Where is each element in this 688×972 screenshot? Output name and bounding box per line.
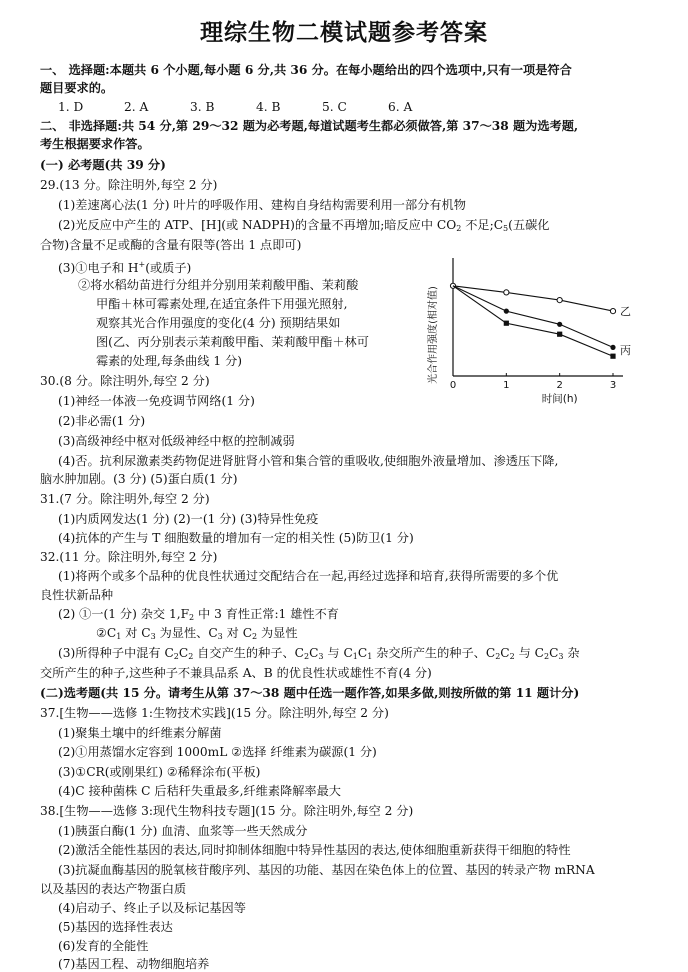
part2-heading-cont: 考生根据要求作答。: [40, 137, 150, 151]
x-axis-label: 时间(h): [541, 393, 578, 405]
choice-answers: [58, 99, 454, 115]
q29-answer-3-line: 霉素的处理,每条曲线 1 分): [96, 354, 243, 368]
data-point: [557, 332, 562, 337]
q29-answer-2: (2)光反应中产生的 ATP、[H](或 NADPH)的含量不再增加;暗反应中 $CO_2$ 不足$;C_5$(五碳化: [58, 218, 550, 233]
q29-answer-3: (3)①电子和 H+(或质子): [58, 260, 192, 276]
required-section-heading: (一) 必考题(共 39 分): [40, 158, 166, 172]
q32-answer-1-cont: 良性状新品种: [40, 588, 114, 602]
data-point: [610, 309, 615, 314]
series-label: 丙: [620, 344, 631, 358]
choice-answer: 1. D: [58, 100, 84, 114]
q37-answer-4: (4)C 接种菌株 C 后秸秆失重最多,纤维素降解率最大: [58, 784, 341, 798]
q38-heading: 38.[生物——选修 3:现代生物科技专题](15 分。除注明外,每空 2 分): [40, 804, 414, 818]
x-tick-label: 3: [609, 380, 617, 391]
q38-answer-7: (7)基因工程、动物细胞培养: [58, 957, 210, 971]
x-tick-label: 1: [503, 380, 510, 391]
data-point: [610, 354, 615, 359]
q30-answer-4: (4)否。抗利尿激素类药物促进肾脏肾小管和集合管的重吸收,使细胞外液量增加、渗透压下降,: [58, 454, 559, 468]
part2-heading: 二、 非选择题:共 54 分,第 29～32 题为必考题,每道试题考生都必须做答,第 37～38 题为选考题,: [40, 119, 579, 133]
q37-heading: 37.[生物——选修 1:生物技术实践](15 分。除注明外,每空 2 分): [40, 706, 389, 720]
choice-answer: 3. B: [190, 100, 215, 114]
q31-heading: 31.(7 分。除注明外,每空 2 分): [40, 492, 210, 506]
q38-answer-6: (6)发育的全能性: [58, 939, 149, 953]
q38-answer-4: (4)启动子、终止子以及标记基因等: [58, 901, 246, 915]
q38-answer-1: (1)胰蛋白酶(1 分) 血清、血浆等一些天然成分: [58, 824, 308, 838]
q29-answer-3-line: 图(乙、丙分别表示茉莉酸甲酯、茉莉酸甲酯＋林可: [96, 335, 369, 349]
q32-heading: 32.(11 分。除注明外,每空 2 分): [40, 550, 218, 564]
q38-answer-5: (5)基因的选择性表达: [58, 920, 173, 934]
series-line-2: [453, 286, 613, 348]
q29-answer-3-line: 甲酯＋林可霉素处理,在适宜条件下用强光照射,: [96, 297, 348, 311]
q38-answer-3: (3)抗凝血酶基因的脱氧核苷酸序列、基因的功能、基因在染色体上的位置、基因的转录产物 mRNA: [58, 863, 595, 877]
q31-answer-1: (1)内质网发达(1 分) (2)一(1 分) (3)特异性免疫: [58, 512, 319, 526]
elective-section-heading: (二)选考题(共 15 分。请考生从第 37～38 题中任选一题作答,如果多做,则按所做的第 11 题计分): [40, 686, 580, 700]
q38-answer-3-cont: 以及基因的表达产物蛋白质: [40, 882, 187, 896]
x-tick-label: 0: [449, 380, 457, 391]
q30-answer-1: (1)神经一体液一免疫调节网络(1 分): [58, 394, 255, 408]
data-point: [504, 321, 509, 326]
series-label: 乙: [620, 305, 631, 319]
y-axis-label: 光合作用强度(相对值): [428, 286, 439, 384]
choice-answer: 6. A: [388, 100, 413, 114]
data-point: [557, 298, 562, 303]
q37-answer-2: (2)①用蒸馏水定容到 1000mL ②选择 纤维素为碳源(1 分): [58, 745, 377, 759]
q29-answer-1: (1)差速离心法(1 分) 叶片的呼吸作用、建构自身结构需要利用一部分有机物: [58, 198, 466, 212]
series-line-1: [453, 286, 613, 311]
q32-answer-2: (2) ①一(1 分) 杂交 $1,F_2$ 中 3 育性正常:1 雄性不育: [58, 607, 339, 622]
q32-answer-3-cont: 交所产生的种子,这些种子不兼具品系 A、B 的优良性状或雄性不育(4 分): [40, 666, 432, 680]
data-point: [504, 309, 509, 314]
part1-heading-cont: 题目要求的。: [40, 81, 114, 95]
choice-answer: 2. A: [124, 100, 149, 114]
q30-heading: 30.(8 分。除注明外,每空 2 分): [40, 374, 210, 388]
q29-answer-2-cont: 合物)含量不足或酶的含量有限等(答出 1 点即可): [40, 238, 302, 252]
q30-answer-2: (2)非必需(1 分): [58, 414, 146, 428]
q32-answer-2-part2: $②C_1$ 对 $C_3$ 为显性、$C_3$ 对 $C_2$ 为显性: [96, 626, 298, 641]
q30-answer-3: (3)高级神经中枢对低级神经中枢的控制减弱: [58, 434, 295, 448]
q29-answer-3-line: 观察其光合作用强度的变化(4 分) 预期结果如: [96, 316, 341, 330]
page-title: 理综生物二模试题参考答案: [200, 19, 488, 46]
part1-heading: 一、 选择题:本题共 6 个小题,每小题 6 分,共 36 分。在每小题给出的四个选项中,只有一项是符合: [40, 63, 572, 77]
q37-answer-1: (1)聚集土壤中的纤维素分解菌: [58, 726, 222, 740]
choice-answer: 4. B: [256, 100, 281, 114]
q37-answer-3: (3)①CR(或刚果红) ②稀释涂布(平板): [58, 765, 261, 779]
x-tick-label: 2: [556, 380, 563, 391]
q32-answer-3: (3)所得种子中混有 $C_2C_2$ 自交产生的种子、$C_2C_3$ 与 $C_1C_1$ 杂交所产生的种子、$C_2C_2$ 与 $C_2C_3$ 杂: [58, 646, 580, 661]
photosynthesis-line-chart: [420, 256, 670, 406]
data-point: [610, 345, 615, 350]
choice-answer: 5. C: [322, 100, 347, 114]
data-point: [504, 290, 509, 295]
q29-answer-3-line: ②将水稻幼苗进行分组并分别用茉莉酸甲酯、茉莉酸: [78, 278, 359, 292]
q30-answer-4-cont: 脑水肿加剧。(3 分) (5)蛋白质(1 分): [40, 472, 238, 486]
q31-answer-2: (4)抗体的产生与 T 细胞数量的增加有一定的相关性 (5)防卫(1 分): [58, 531, 414, 545]
q38-answer-2: (2)激活全能性基因的表达,同时抑制体细胞中特异性基因的表达,使体细胞重新获得干细胞的特性: [58, 843, 571, 857]
q32-answer-1: (1)将两个或多个品种的优良性状通过交配结合在一起,再经过选择和培育,获得所需要的多个优: [58, 569, 559, 583]
q29-heading: 29.(13 分。除注明外,每空 2 分): [40, 178, 218, 192]
data-point: [557, 322, 562, 327]
